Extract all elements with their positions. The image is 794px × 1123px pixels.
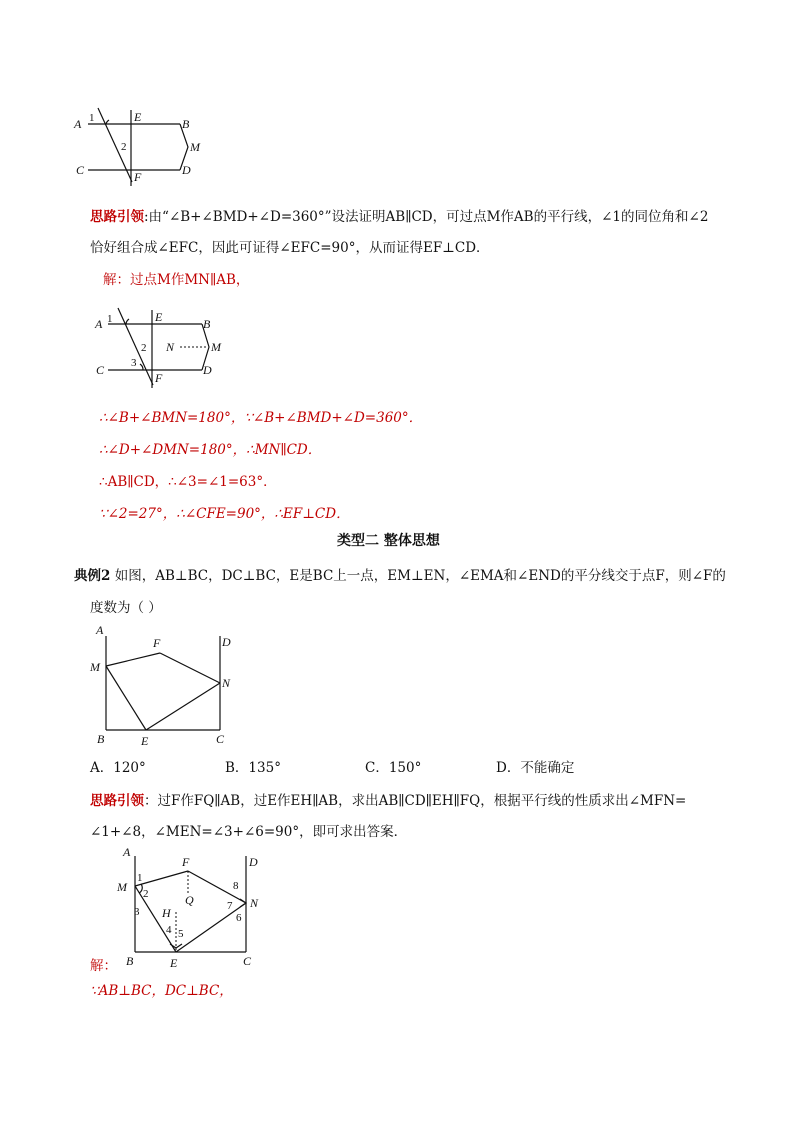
fig2-label-M: M [211,340,221,354]
fig4-label-H: H [162,906,171,920]
solution-1-step-4: ∵∠2=27°，∴∠CFE=90°，∴EF⊥CD． [99,506,350,522]
fig4-label-M: M [117,880,127,894]
fig2-label-C: C [96,363,105,377]
example-2-line-1: 典例2 如图，AB⊥BC，DC⊥BC，E是BC上一点，EM⊥EN，∠EMA和∠END的平分线交于点F，则∠F的 [74,568,726,584]
fig4-label-B: B [126,954,134,968]
solution-2-intro: 解： [90,958,117,974]
figure-4 [110,842,270,972]
fig1-label-1: 1 [89,112,95,124]
fig1-label-D: D [182,163,191,177]
fig2-label-3: 3 [131,357,137,369]
solution-1-step-2: ∴∠D+∠DMN=180°，∴MN∥CD． [99,442,322,458]
fig4-label-5: 5 [178,928,184,940]
fig2-label-1: 1 [107,313,113,325]
fig3-label-A: A [96,623,104,637]
fig3-label-M: M [90,660,100,674]
option-d: D．不能确定 [496,760,575,776]
figure-1 [70,104,220,190]
example-2-line-2: 度数为（ ） [90,600,162,616]
hint-2-tag: 思路引领 [90,793,144,809]
fig4-label-3: 3 [134,906,140,918]
fig3-label-D: D [222,635,231,649]
fig2-label-D: D [203,363,212,377]
fig4-label-8: 8 [233,880,239,892]
hint-2-line-1: 思路引领：过F作FQ∥AB，过E作EH∥AB，求出AB∥CD∥EH∥FQ，根据平行线的性质求出∠MFN= [90,793,687,809]
fig3-label-B: B [97,732,105,746]
fig3-label-E: E [141,734,149,748]
fig3-label-N: N [222,676,231,690]
fig2-label-A: A [95,317,103,331]
solution-1-step-3: ∴AB∥CD，∴∠3=∠1=63°． [99,474,277,490]
fig2-label-E: E [155,310,163,324]
option-b: B．135° [225,760,281,776]
fig1-label-A: A [74,117,82,131]
fig1-label-B: B [182,117,190,131]
fig4-label-C: C [243,954,252,968]
fig1-label-E: E [134,110,142,124]
hint-1-tag: 思路引领 [90,209,144,225]
fig4-label-F: F [182,855,190,869]
fig2-label-2: 2 [141,342,147,354]
fig3-label-C: C [216,732,225,746]
fig4-label-7: 7 [227,900,233,912]
fig4-label-E: E [170,956,178,970]
fig4-label-N: N [250,896,259,910]
fig4-label-Q: Q [185,893,194,907]
hint-1-line-2: 恰好组合成∠EFC，因此可证得∠EFC=90°，从而证得EF⊥CD． [90,240,490,256]
fig4-label-D: D [249,855,258,869]
figure-2 [90,306,230,392]
fig1-label-2: 2 [121,141,127,153]
fig1-label-C: C [76,163,85,177]
option-c: C．150° [365,760,422,776]
fig4-label-6: 6 [236,912,242,924]
fig1-label-M: M [190,140,200,154]
fig4-label-1: 1 [137,872,143,884]
fig4-label-A: A [123,845,131,859]
solution-1-intro: 解：过点M作MN∥AB， [103,272,250,288]
fig2-label-F: F [155,371,163,385]
example-2-tag: 典例2 [74,568,111,584]
fig1-label-F: F [134,170,142,184]
solution-1-step-1: ∴∠B+∠BMN=180°，∵∠B+∠BMD+∠D=360°． [99,410,423,426]
figure-3 [86,622,242,750]
hint-1-line-1: 思路引领:由“∠B+∠BMD+∠D=360°”设法证明AB∥CD，可过点M作AB的平行线，∠1的同位角和∠2 [90,209,709,225]
fig4-label-4: 4 [166,924,172,936]
hint-2-line-2: ∠1+∠8，∠MEN=∠3+∠6=90°，即可求出答案． [90,824,408,840]
fig2-label-N: N [166,340,175,354]
solution-2-step-1: ∵AB⊥BC，DC⊥BC， [90,983,233,999]
fig4-label-2: 2 [143,888,149,900]
fig2-label-B: B [203,317,211,331]
option-a: A．120° [90,760,146,776]
section-title: 类型二 整体思想 [337,533,440,549]
fig3-label-F: F [153,636,161,650]
